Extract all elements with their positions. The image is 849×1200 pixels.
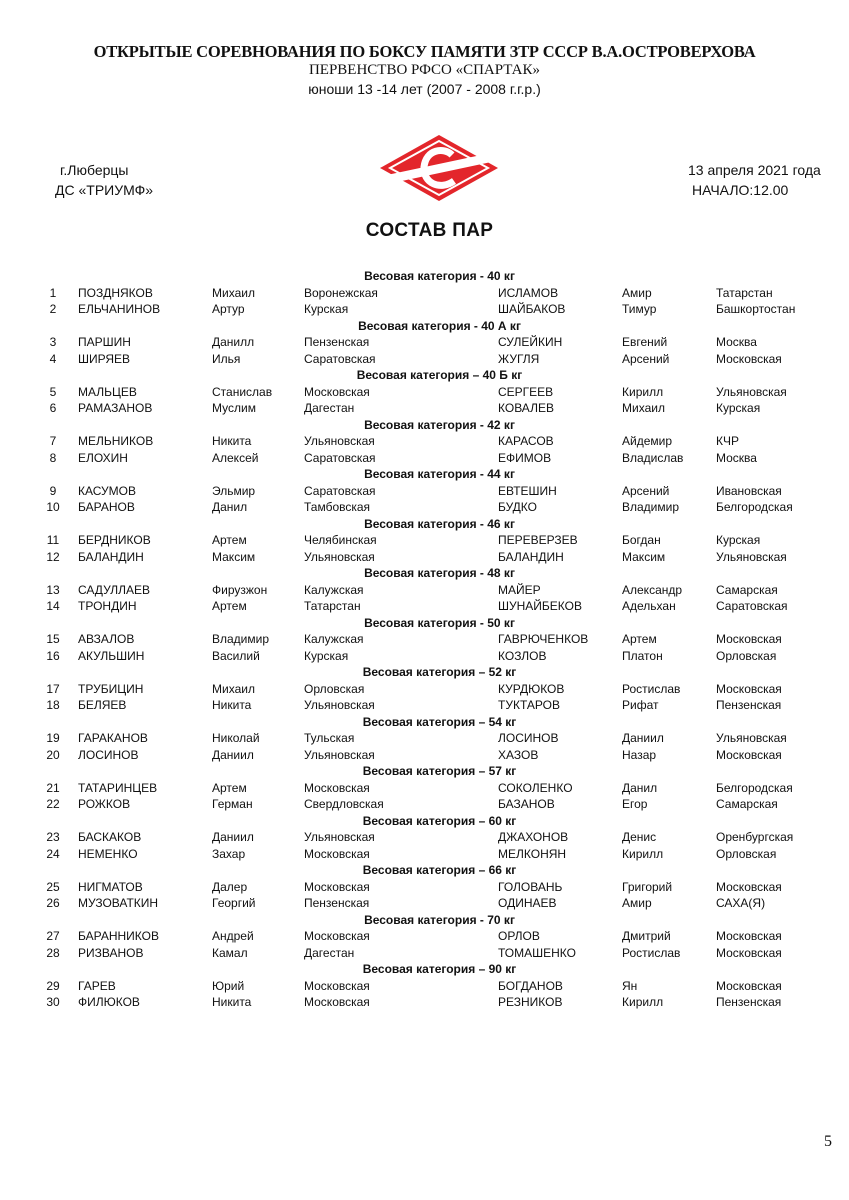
blue-surname: КАРАСОВ [498, 434, 554, 448]
blue-region: Курская [716, 533, 761, 547]
blue-region: Самарская [716, 797, 778, 811]
red-surname: ТРОНДИН [78, 599, 137, 613]
red-region: Тульская [304, 731, 355, 745]
red-name: Илья [212, 351, 241, 366]
red-region: Ульяновская [304, 830, 375, 844]
red-name: Эльмир [212, 483, 256, 498]
red-surname: БАРАННИКОВ [78, 929, 159, 943]
blue-region: Ульяновская [716, 731, 787, 745]
bout-number: 19 [46, 731, 60, 745]
red-region: Московская [304, 995, 370, 1009]
table-row [0, 829, 849, 846]
blue-surname: КОВАЛЕВ [498, 401, 554, 415]
bout-number: 15 [46, 632, 60, 646]
blue-surname: БОГДАНОВ [498, 978, 563, 993]
red-surname: НЕМЕНКО [78, 846, 138, 861]
red-name: Данилл [212, 335, 255, 349]
red-region: Саратовская [304, 351, 376, 366]
bout-number: 12 [46, 549, 60, 564]
red-name: Никита [212, 995, 252, 1009]
table-row [0, 780, 849, 797]
blue-surname: ПЕРЕВЕРЗЕВ [498, 533, 578, 547]
red-name: Данил [212, 500, 248, 514]
bout-number: 22 [46, 797, 60, 811]
red-name: Максим [212, 549, 256, 564]
table-row [0, 499, 849, 516]
weight-category-header: Весовая категория - 40 кг [364, 269, 515, 283]
blue-surname: ГОЛОВАНЬ [498, 879, 563, 894]
weight-category-header: Весовая категория – 40 Б кг [356, 368, 523, 382]
bout-number: 28 [46, 945, 60, 960]
blue-region: Московская [716, 945, 782, 960]
weight-category-header: Весовая категория - 42 кг [364, 417, 515, 432]
blue-region: Москва [716, 450, 757, 465]
red-surname: ТРУБИЦИН [78, 681, 144, 696]
weight-category-header: Весовая категория - 44 кг [364, 467, 515, 481]
bout-number: 29 [46, 978, 60, 993]
blue-region: Москва [716, 335, 757, 349]
blue-surname: ШАЙБАКОВ [498, 302, 566, 316]
blue-region: Московская [716, 632, 782, 646]
bout-number: 18 [46, 698, 60, 712]
age-group: юноши 13 -14 лет (2007 - 2008 г.г.р.) [308, 81, 541, 97]
blue-name: Тимур [622, 302, 657, 316]
blue-region: КЧР [716, 434, 739, 448]
blue-name: Владимир [622, 500, 680, 514]
blue-surname: БУДКО [498, 500, 537, 514]
red-surname: БЕРДНИКОВ [78, 533, 151, 547]
blue-surname: ХАЗОВ [498, 747, 539, 762]
blue-surname: ЖУГЛЯ [498, 351, 540, 366]
bout-number: 27 [46, 929, 60, 943]
blue-name: Александр [622, 582, 683, 597]
blue-name: Ростислав [622, 681, 681, 696]
spartak-logo-icon [378, 133, 500, 203]
red-name: Артем [212, 780, 247, 795]
bout-number: 26 [46, 896, 60, 910]
table-row [0, 631, 849, 648]
bout-number: 9 [49, 483, 57, 498]
red-region: Воронежская [304, 285, 378, 300]
red-surname: МЕЛЬНИКОВ [78, 434, 154, 448]
blue-name: Арсений [622, 351, 670, 366]
red-name: Михаил [212, 285, 255, 300]
red-surname: ГАРЕВ [78, 978, 116, 993]
red-surname: МАЛЬЦЕВ [78, 384, 137, 399]
blue-surname: МЕЛКОНЯН [498, 846, 567, 861]
blue-name: Дмитрий [622, 929, 671, 943]
red-region: Калужская [304, 582, 364, 597]
table-row [0, 582, 849, 599]
red-surname: ГАРАКАНОВ [78, 731, 148, 745]
bout-number: 8 [49, 450, 57, 465]
red-region: Орловская [304, 681, 365, 696]
table-row [0, 879, 849, 896]
bout-number: 5 [49, 384, 57, 399]
bout-number: 16 [46, 648, 60, 663]
table-row [0, 978, 849, 995]
table-row [0, 697, 849, 714]
event-date: 13 апреля 2021 года [688, 162, 821, 178]
red-surname: ЕЛЬЧАНИНОВ [78, 302, 161, 316]
blue-surname: ЕВТЕШИН [498, 483, 557, 498]
red-region: Свердловская [304, 797, 384, 811]
blue-name: Евгений [622, 335, 668, 349]
blue-name: Айдемир [622, 434, 673, 448]
date-block [688, 160, 821, 200]
red-region: Пензенская [304, 896, 370, 910]
red-surname: МУЗОВАТКИН [78, 896, 159, 910]
table-row [0, 648, 849, 665]
blue-region: Белгородская [716, 780, 793, 795]
blue-name: Амир [622, 285, 652, 300]
red-name: Далер [212, 879, 248, 894]
table-row [0, 301, 849, 318]
blue-name: Богдан [622, 533, 661, 547]
table-row [0, 483, 849, 500]
bout-number: 24 [46, 846, 60, 861]
blue-name: Данил [622, 780, 658, 795]
bout-number: 6 [49, 401, 57, 415]
pairs-table [0, 268, 849, 1011]
table-row [0, 994, 849, 1011]
blue-name: Платон [622, 648, 663, 663]
red-surname: КАСУМОВ [78, 483, 136, 498]
red-surname: БАЛАНДИН [78, 549, 144, 564]
red-name: Камал [212, 945, 248, 960]
red-surname: ТАТАРИНЦЕВ [78, 780, 158, 795]
bout-number: 25 [46, 879, 60, 894]
blue-name: Арсений [622, 483, 670, 498]
blue-name: Егор [622, 797, 648, 811]
red-surname: ШИРЯЕВ [78, 351, 131, 366]
blue-region: Оренбургская [716, 830, 794, 844]
red-name: Василий [212, 648, 260, 663]
table-row [0, 334, 849, 351]
blue-region: Курская [716, 401, 761, 415]
blue-region: Белгородская [716, 500, 793, 514]
table-row [0, 730, 849, 747]
red-name: Даниил [212, 830, 254, 844]
red-region: Дагестан [304, 401, 355, 415]
table-row [0, 681, 849, 698]
bout-number: 17 [46, 681, 60, 696]
weight-category-header: Весовая категория - 46 кг [364, 516, 515, 531]
bout-number: 21 [46, 780, 60, 795]
weight-category-header: Весовая категория – 90 кг [362, 962, 517, 976]
blue-region: Саратовская [716, 599, 788, 613]
red-name: Даниил [212, 747, 254, 762]
blue-name: Рифат [622, 698, 659, 712]
blue-surname: СОКОЛЕНКО [498, 780, 573, 795]
red-region: Московская [304, 780, 370, 795]
red-region: Курская [304, 648, 349, 663]
table-row [0, 351, 849, 368]
red-name: Артур [212, 302, 245, 316]
bout-number: 4 [49, 351, 57, 366]
blue-region: Ульяновская [716, 384, 787, 399]
red-name: Муслим [212, 401, 256, 415]
red-surname: РАМАЗАНОВ [78, 401, 153, 415]
red-region: Саратовская [304, 483, 376, 498]
blue-surname: РЕЗНИКОВ [498, 995, 563, 1009]
red-surname: ПАРШИН [78, 335, 131, 349]
blue-region: Пензенская [716, 698, 782, 712]
red-region: Калужская [304, 632, 364, 646]
blue-surname: КОЗЛОВ [498, 648, 547, 663]
red-name: Станислав [212, 384, 273, 399]
red-name: Юрий [212, 978, 245, 993]
weight-category-header: Весовая категория – 52 кг [362, 665, 517, 679]
blue-surname: ЛОСИНОВ [498, 731, 559, 745]
blue-surname: ШУНАЙБЕКОВ [498, 599, 582, 613]
red-name: Захар [212, 846, 246, 861]
table-row [0, 400, 849, 417]
start-time: НАЧАЛО:12.00 [692, 182, 789, 198]
blue-region: Башкортостан [716, 302, 796, 316]
blue-name: Адельхан [622, 599, 676, 613]
red-region: Московская [304, 929, 370, 943]
bout-number: 3 [49, 335, 57, 349]
table-row [0, 945, 849, 962]
red-surname: РОЖКОВ [78, 797, 131, 811]
blue-surname: СЕРГЕЕВ [498, 384, 554, 399]
bout-number: 1 [49, 285, 57, 300]
weight-category-header: Весовая категория – 57 кг [362, 764, 517, 778]
blue-surname: ОРЛОВ [498, 929, 540, 943]
table-row [0, 928, 849, 945]
blue-region: Московская [716, 747, 782, 762]
blue-region: Самарская [716, 582, 778, 597]
blue-region: Московская [716, 929, 782, 943]
blue-surname: СУЛЕЙКИН [498, 335, 563, 349]
venue: ДС «ТРИУМФ» [55, 182, 154, 198]
table-row [0, 747, 849, 764]
document-title: СОСТАВ ПАР [365, 220, 494, 241]
blue-surname: ЕФИМОВ [498, 450, 552, 465]
bout-number: 14 [46, 599, 60, 613]
bout-number: 23 [46, 830, 60, 844]
red-region: Ульяновская [304, 434, 375, 448]
weight-category-header: Весовая категория – 54 кг [362, 714, 517, 729]
red-name: Герман [212, 797, 253, 811]
blue-region: Ивановская [716, 483, 782, 498]
red-region: Татарстан [304, 599, 361, 613]
red-surname: ФИЛЮКОВ [78, 995, 140, 1009]
championship-subtitle: ПЕРВЕНСТВО РФСО «СПАРТАК» [308, 62, 541, 78]
weight-category-header: Весовая категория – 66 кг [362, 863, 517, 877]
table-row [0, 598, 849, 615]
blue-region: Ульяновская [716, 549, 787, 564]
blue-surname: МАЙЕР [498, 582, 541, 597]
bout-number: 30 [46, 995, 60, 1009]
red-surname: БАСКАКОВ [78, 830, 142, 844]
blue-name: Владислав [622, 450, 684, 465]
red-name: Фирузжон [212, 582, 268, 597]
red-region: Челябинская [304, 533, 377, 547]
red-name: Алексей [212, 450, 259, 465]
table-row [0, 532, 849, 549]
red-surname: РИЗВАНОВ [78, 945, 144, 960]
blue-region: Орловская [716, 846, 777, 861]
table-row [0, 846, 849, 863]
weight-category-header: Весовая категория - 50 кг [364, 615, 515, 630]
blue-surname: ОДИНАЕВ [498, 896, 557, 910]
bout-number: 7 [49, 434, 57, 448]
blue-name: Назар [622, 747, 657, 762]
weight-category-header: Весовая категория - 70 кг [364, 912, 515, 927]
red-region: Московская [304, 978, 370, 993]
blue-surname: ГАВРЮЧЕНКОВ [498, 632, 589, 646]
blue-surname: БАЛАНДИН [498, 549, 564, 564]
red-region: Ульяновская [304, 549, 375, 564]
red-name: Михаил [212, 681, 255, 696]
blue-name: Ян [622, 978, 638, 993]
table-row [0, 549, 849, 566]
blue-region: Московская [716, 681, 782, 696]
red-region: Московская [304, 879, 370, 894]
weight-category-header: Весовая категория - 48 кг [364, 566, 515, 580]
blue-name: Ростислав [622, 945, 681, 960]
table-row [0, 895, 849, 912]
red-name: Артем [212, 599, 247, 613]
blue-region: Московская [716, 978, 782, 993]
red-name: Андрей [212, 929, 254, 943]
bout-number: 11 [46, 533, 60, 547]
red-name: Георгий [212, 896, 256, 910]
red-name: Николай [212, 731, 260, 745]
red-name: Артем [212, 533, 247, 547]
competition-title: ОТКРЫТЫЕ СОРЕВНОВАНИЯ ПО БОКСУ ПАМЯТИ ЗТР СССР В.А.ОСТРОВЕРХОВА [93, 42, 756, 61]
blue-name: Максим [622, 549, 666, 564]
blue-name: Григорий [622, 879, 673, 894]
blue-surname: ТУКТАРОВ [498, 698, 560, 712]
red-surname: БАРАНОВ [78, 500, 135, 514]
bout-number: 20 [46, 747, 60, 762]
red-surname: ЕЛОХИН [78, 450, 128, 465]
table-row [0, 450, 849, 467]
blue-surname: БАЗАНОВ [498, 797, 555, 811]
red-region: Ульяновская [304, 747, 375, 762]
table-row [0, 796, 849, 813]
blue-surname: ДЖАХОНОВ [498, 830, 569, 844]
blue-region: Орловская [716, 648, 777, 663]
red-region: Ульяновская [304, 698, 375, 712]
blue-name: Кирилл [622, 384, 664, 399]
blue-surname: ИСЛАМОВ [498, 285, 559, 300]
weight-category-header: Весовая категория - 40 А кг [358, 318, 521, 333]
blue-surname: ТОМАШЕНКО [498, 945, 576, 960]
table-row [0, 384, 849, 401]
red-region: Тамбовская [304, 500, 371, 514]
blue-name: Артем [622, 632, 657, 646]
location-block [55, 160, 153, 200]
page-number: 5 [824, 1133, 832, 1150]
bout-number: 10 [46, 500, 60, 514]
red-surname: САДУЛЛАЕВ [78, 582, 151, 597]
blue-name: Кирилл [622, 995, 664, 1009]
bout-number: 13 [46, 582, 60, 597]
blue-name: Михаил [622, 401, 665, 415]
blue-name: Амир [622, 896, 652, 910]
blue-region: САХА(Я) [716, 896, 766, 910]
table-row [0, 433, 849, 450]
red-region: Курская [304, 302, 349, 316]
blue-name: Даниил [622, 731, 664, 745]
bout-number: 2 [49, 302, 57, 316]
red-surname: ПОЗДНЯКОВ [78, 285, 153, 300]
red-surname: АКУЛЬШИН [78, 648, 145, 663]
red-surname: АВЗАЛОВ [78, 632, 135, 646]
red-name: Владимир [212, 632, 270, 646]
blue-name: Кирилл [622, 846, 664, 861]
red-region: Московская [304, 846, 370, 861]
blue-region: Московская [716, 351, 782, 366]
red-name: Никита [212, 698, 252, 712]
red-surname: БЕЛЯЕВ [78, 698, 127, 712]
city: г.Люберцы [60, 162, 129, 178]
red-name: Никита [212, 434, 252, 448]
red-region: Московская [304, 384, 370, 399]
blue-region: Московская [716, 879, 782, 894]
red-region: Саратовская [304, 450, 376, 465]
blue-region: Татарстан [716, 285, 773, 300]
table-row [0, 285, 849, 302]
red-region: Дагестан [304, 945, 355, 960]
blue-surname: КУРДЮКОВ [498, 681, 565, 696]
blue-region: Пензенская [716, 995, 782, 1009]
red-surname: ЛОСИНОВ [78, 747, 139, 762]
red-surname: НИГМАТОВ [78, 879, 143, 894]
weight-category-header: Весовая категория – 60 кг [362, 813, 517, 828]
blue-name: Денис [622, 830, 657, 844]
red-region: Пензенская [304, 335, 370, 349]
